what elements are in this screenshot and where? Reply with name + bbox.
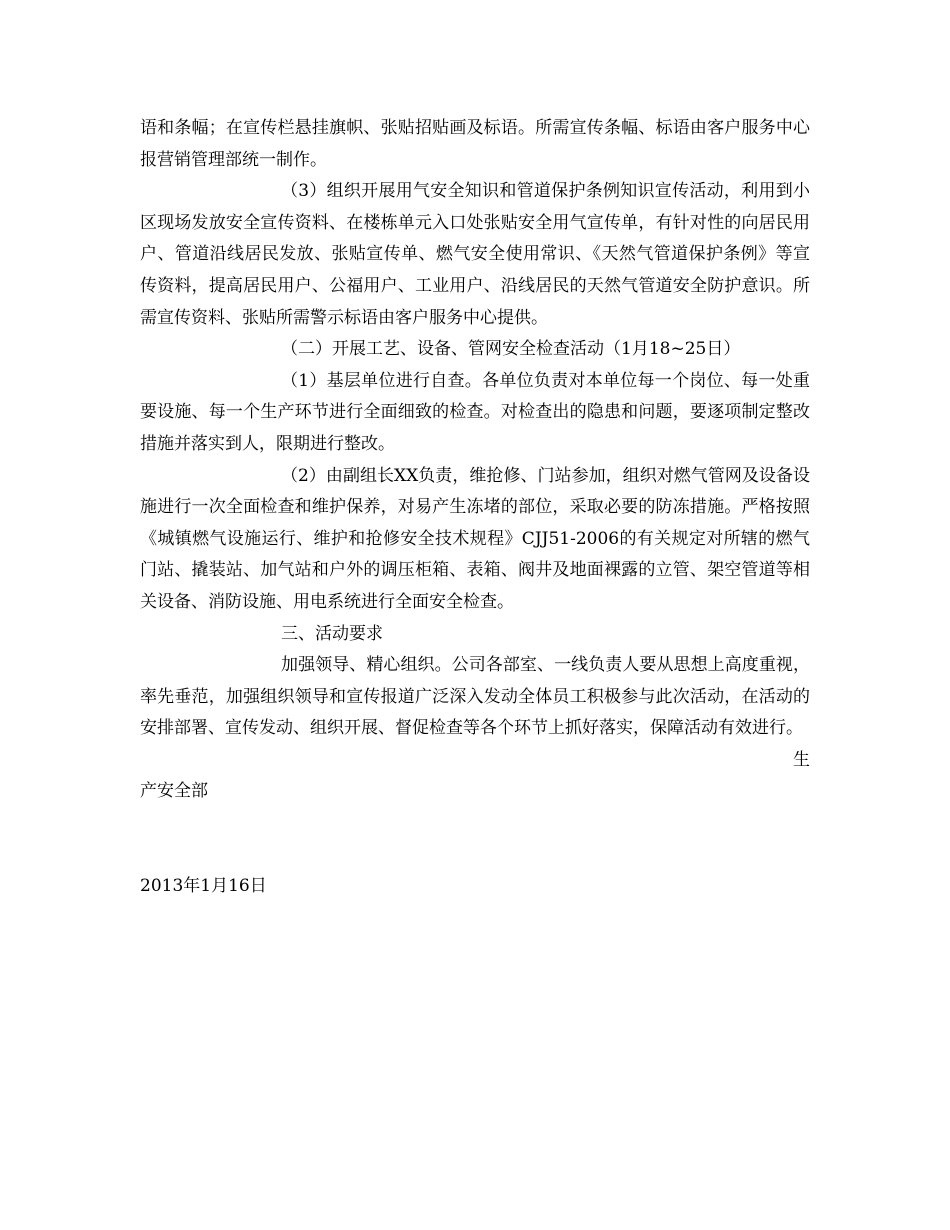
paragraph-publicity-banners: 语和条幅；在宣传栏悬挂旗帜、张贴招贴画及标语。所需宣传条幅、标语由客户服务中心报营销管理部统一制作。 (140, 118, 810, 170)
section-heading-requirements: 三、活动要求 (281, 623, 383, 644)
document-date: 2013年1月16日 (140, 876, 267, 897)
paragraph-self-inspection: （1）基层单位进行自查。各单位负责对本单位每一个岗位、每一处重要设施、每一个生产环节进行全面细致的检查。对检查出的隐患和问题，要逐项制定整改措施并落实到人，限期进行整改。 (140, 370, 810, 454)
paragraph-requirements: 加强领导、精心组织。公司各部室、一线负责人要从思想上高度重视，率先垂范，加强组织领导和宣传报道广泛深入发动全体员工积极参与此次活动，在活动的安排部署、宣传发动、组织开展、督促检查等各个环节上抓好落实，保障活动有效进行。 (140, 655, 810, 739)
signature-department: 产安全部 (140, 781, 208, 802)
paragraph-safety-knowledge-campaign: （3）组织开展用气安全知识和管道保护条例知识宣传活动，利用到小区现场发放安全宣传资料、在楼栋单元入口处张贴安全用气宣传单，有针对性的向居民用户、管道沿线居民发放、张贴宣传单、燃气安全使用常识、《天然气管道保护条例》等宣传资料，提高居民用户、公福用户、工业用户、沿线居民的天然气管道安全防护意识。所需宣传资料、张贴所需警示标语由客户服务中心提供。 (140, 181, 810, 328)
paragraph-network-inspection: （2）由副组长XX负责，维抢修、门站参加，组织对燃气管网及设备设施进行一次全面检查和维护保养，对易产生冻堵的部位，采取必要的防冻措施。严格按照《城镇燃气设施运行、维护和抢修安全技术规程》CJJ51-2006的有关规定对所辖的燃气门站、撬装站、加气站和户外的调压柜箱、表箱、阀井及地面裸露的立管、架空管道等相关设备、消防设施、用电系统进行全面安全检查。 (140, 465, 810, 612)
spacer (140, 808, 810, 871)
document-body (140, 113, 810, 903)
section-heading-inspection: （二）开展工艺、设备、管网安全检查活动（1月18~25日） (281, 339, 741, 360)
signature-line-start: 生 (793, 749, 810, 770)
